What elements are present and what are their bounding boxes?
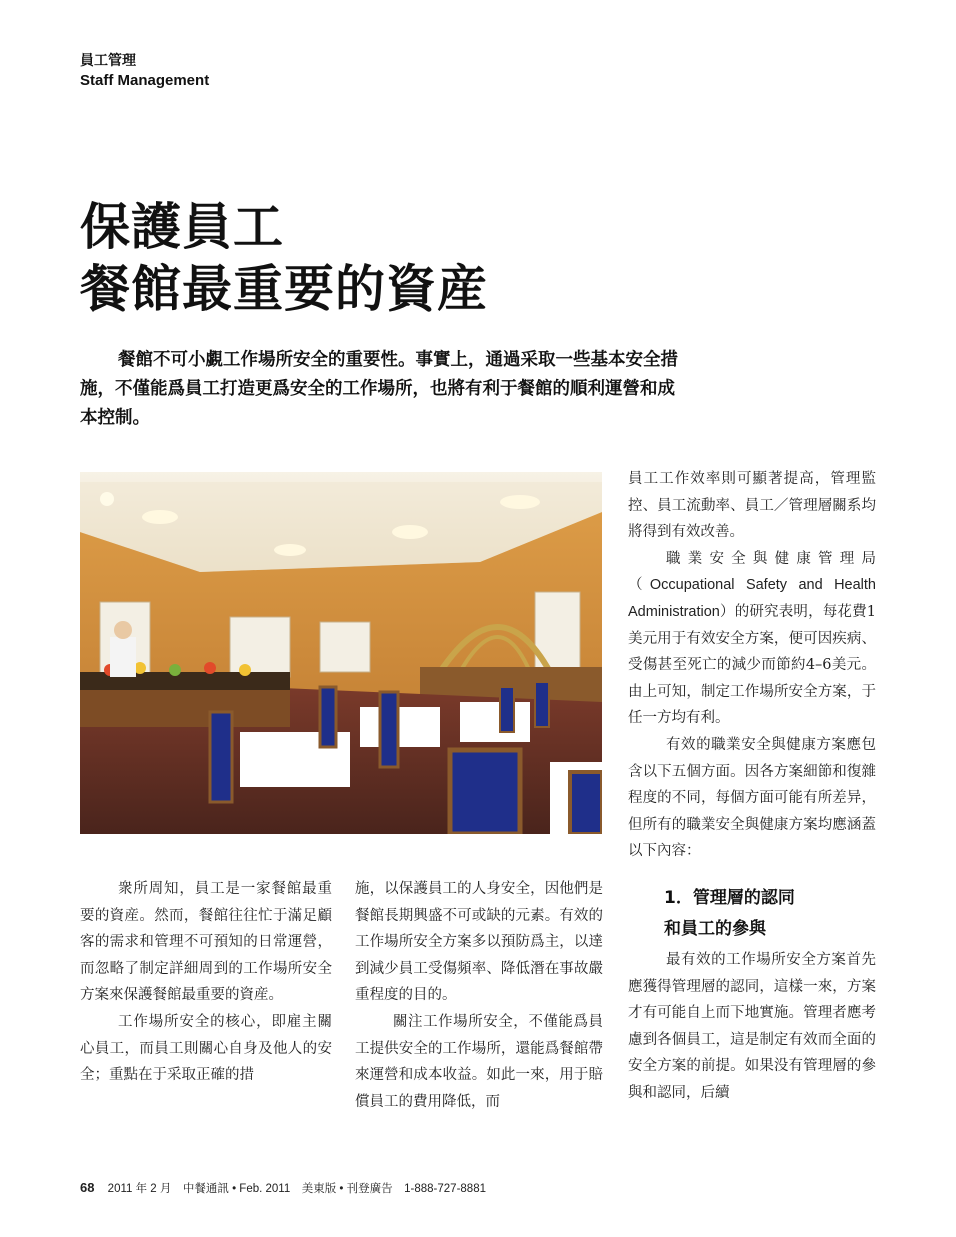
osha-intro: 職業安全與健康管理局（ [628, 550, 876, 594]
subheading-line-2: 和員工的參與 [664, 918, 766, 939]
body-column-3 [628, 466, 876, 1106]
page-number: 68 [80, 1180, 95, 1195]
body-paragraph: 關注工作場所安全，不僅能爲員工提供安全的工作場所，還能爲餐館帶來運營和成本收益。如此一來，用于賠償員工的費用降低，而 [355, 1013, 603, 1110]
lead-text: 餐館不可小覷工作場所安全的重要性。事實上，通過采取一些基本安全措施，不僅能爲員工打造更爲安全的工作場所，也將有利于餐館的順利運營和成本控制。 [80, 350, 678, 428]
osha-finding: ）的研究表明，每花費1美元用于有效安全方案，便可因疾病、受傷甚至死亡的減少而節約4–6美元。由上可知，制定工作場所安全方案，于任一方均有利。 [628, 603, 876, 727]
body-paragraph: 施，以保護員工的人身安全，因他們是餐館長期興盛不可或缺的元素。有效的工作場所安全方案多以預防爲主，以達到減少員工受傷頻率、降低潛在事故嚴重程度的目的。 [355, 881, 603, 1004]
body-paragraph: 最有效的工作場所安全方案首先應獲得管理層的認同，這樣一來，方案才有可能自上而下地實施。管理者應考慮到各個員工，這是制定有效而全面的安全方案的前提。如果没有管理層的參與和認同，后續 [628, 951, 876, 1101]
osha-english-name: Occupational Safety and Health Administration [628, 577, 876, 620]
lead-paragraph [80, 346, 680, 433]
page-footer [80, 1180, 486, 1196]
body-paragraph: 衆所周知，員工是一家餐館最重要的資産。然而，餐館往往忙于滿足顧客的需求和管理不可預知的日常運營，而忽略了制定詳細周到的工作場所安全方案來保護餐館最重要的資産。 [80, 881, 332, 1004]
title-line-1: 保護員工 [80, 197, 284, 256]
subheading-1 [664, 883, 876, 945]
section-label-cn: 員工管理 [80, 53, 136, 69]
body-paragraph: 工作場所安全的核心，即雇主關心員工，而員工則關心自身及他人的安全；重點在于采取正確的措 [80, 1013, 332, 1084]
restaurant-photo [80, 472, 602, 834]
body-column-1 [80, 876, 332, 1089]
subheading-line-1: 1．管理層的認同 [664, 887, 795, 908]
body-column-2 [355, 876, 603, 1115]
body-paragraph [628, 546, 876, 732]
body-paragraph: 有效的職業安全與健康方案應包含以下五個方面。因各方案細節和復雜程度的不同，每個方面可能有所差异，但所有的職業安全與健康方案均應涵蓋以下內容： [628, 736, 876, 860]
article-title [80, 196, 488, 320]
footer-publication-info: 2011 年 2 月 中餐通訊 • Feb. 2011 美東版 • 刊登廣告 1-888-727-8881 [107, 1183, 486, 1195]
title-line-2: 餐館最重要的資産 [80, 259, 488, 318]
section-label-en: Staff Management [80, 72, 210, 89]
body-paragraph: 員工工作效率則可顯著提高，管理監控、員工流動率、員工／管理層關系均將得到有效改善。 [628, 471, 876, 541]
restaurant-illustration [80, 472, 602, 834]
